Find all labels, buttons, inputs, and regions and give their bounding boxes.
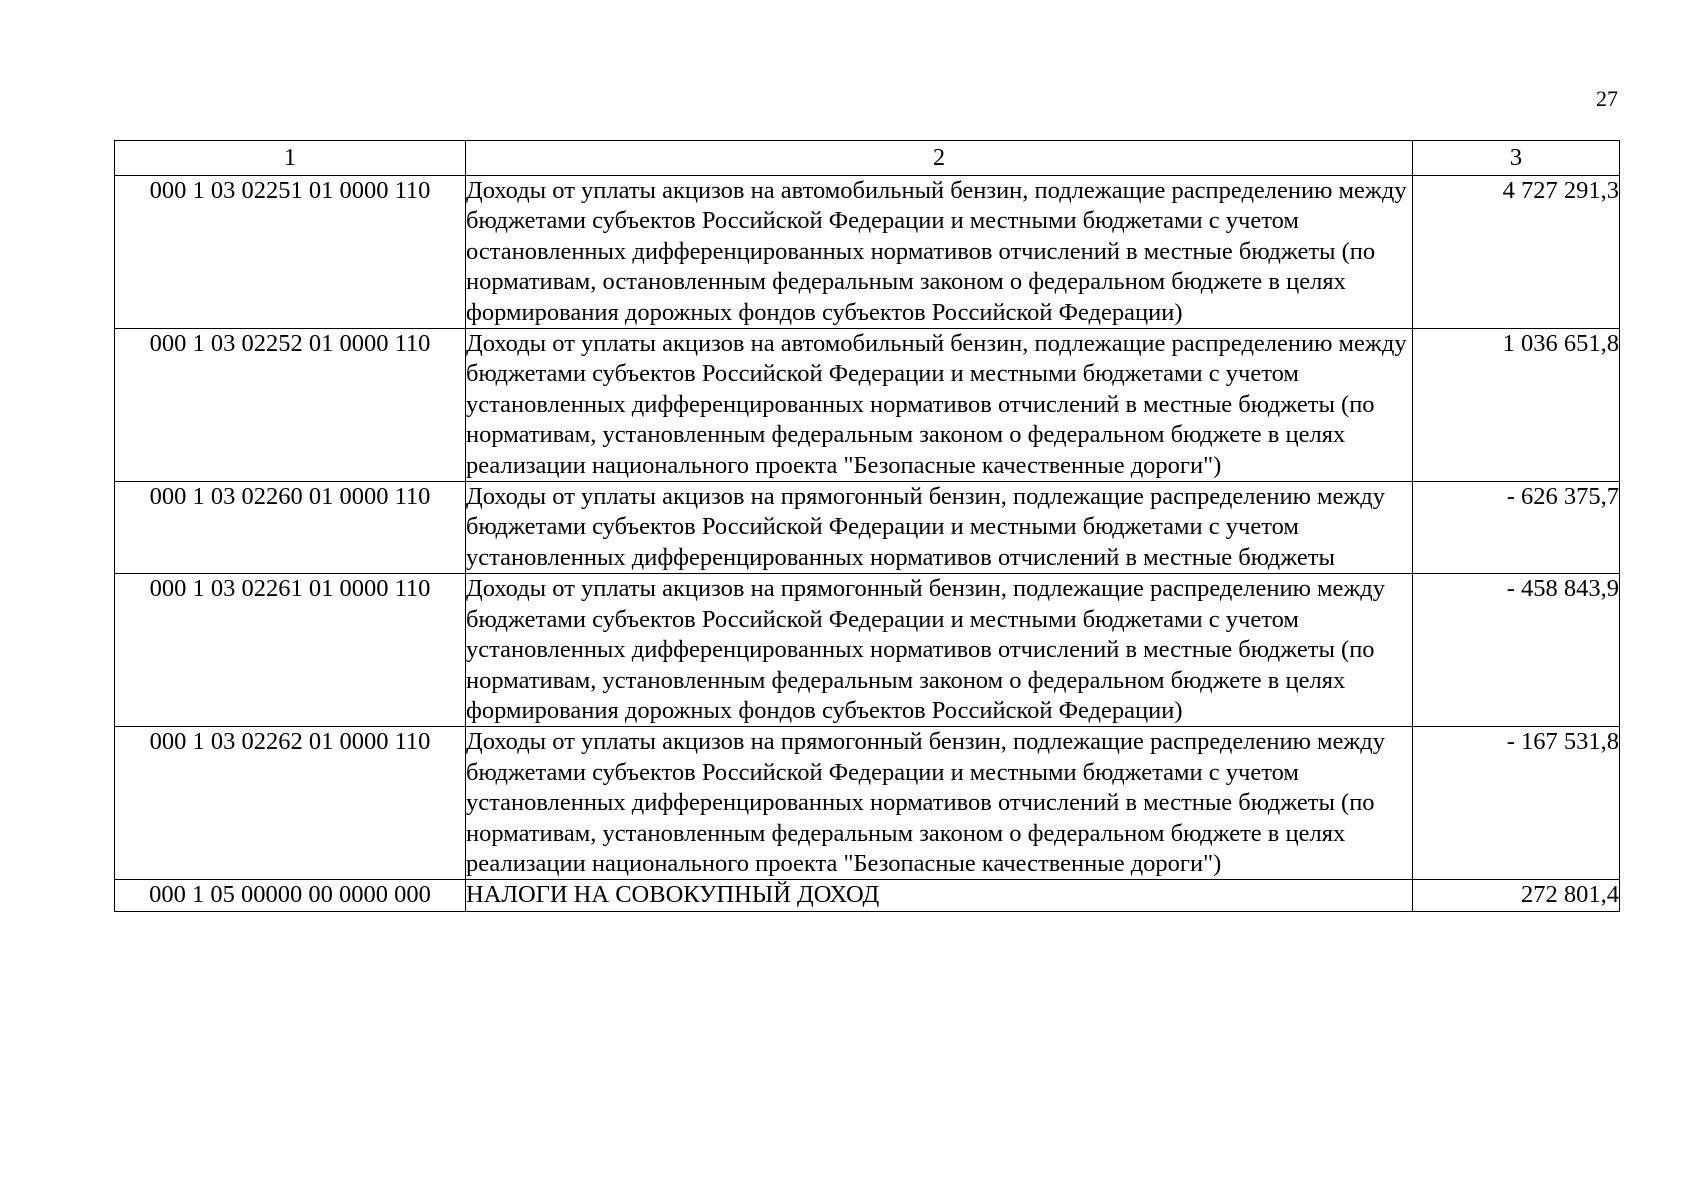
amount-cell: - 626 375,7 — [1413, 482, 1620, 574]
description-cell: Доходы от уплаты акцизов на прямогонный бензин, подлежащие распределению между бюджетами субъектов Российской Федерации и местными бюджетами с учетом установленных дифференцированных нормативов отчислений в местные бюджеты (по нормативам, установленным федеральным законом о федеральном бюджете в целях формирования дорожных фондов субъектов Российской Федерации) — [466, 574, 1413, 727]
amount-cell: - 167 531,8 — [1413, 727, 1620, 880]
budget-code-cell: 000 1 03 02260 01 0000 110 — [115, 482, 466, 574]
description-cell: НАЛОГИ НА СОВОКУПНЫЙ ДОХОД — [466, 880, 1413, 911]
budget-code-cell: 000 1 03 02252 01 0000 110 — [115, 329, 466, 482]
budget-code-cell: 000 1 03 02262 01 0000 110 — [115, 727, 466, 880]
header-row — [115, 141, 1620, 176]
column-header-description: 2 — [466, 141, 1413, 176]
amount-cell: 272 801,4 — [1413, 880, 1620, 911]
table-body — [115, 176, 1620, 912]
page-number: 27 — [1596, 86, 1618, 111]
description-cell: Доходы от уплаты акцизов на прямогонный бензин, подлежащие распределению между бюджетами субъектов Российской Федерации и местными бюджетами с учетом установленных дифференцированных нормативов отчислений в местные бюджеты (по нормативам, установленным федеральным законом о федеральном бюджете в целях реализации национального проекта "Безопасные качественные дороги") — [466, 727, 1413, 880]
budget-code-cell: 000 1 03 02251 01 0000 110 — [115, 176, 466, 329]
amount-cell: - 458 843,9 — [1413, 574, 1620, 727]
table-row — [115, 482, 1620, 574]
description-cell: Доходы от уплаты акцизов на прямогонный бензин, подлежащие распределению между бюджетами субъектов Российской Федерации и местными бюджетами с учетом установленных дифференцированных нормативов отчислений в местные бюджеты — [466, 482, 1413, 574]
description-cell: Доходы от уплаты акцизов на автомобильный бензин, подлежащие распределению между бюджетами субъектов Российской Федерации и местными бюджетами с учетом остановленных дифференцированных нормативов отчислений в местные бюджеты (по нормативам, остановленным федеральным законом о федеральном бюджете в целях формирования дорожных фондов субъектов Российской Федерации) — [466, 176, 1413, 329]
table-row — [115, 727, 1620, 880]
column-header-amount: 3 — [1413, 141, 1620, 176]
column-header-code: 1 — [115, 141, 466, 176]
description-cell: Доходы от уплаты акцизов на автомобильный бензин, подлежащие распределению между бюджетами субъектов Российской Федерации и местными бюджетами с учетом установленных дифференцированных нормативов отчислений в местные бюджеты (по нормативам, установленным федеральным законом о федеральном бюджете в целях реализации национального проекта "Безопасные качественные дороги") — [466, 329, 1413, 482]
budget-revenue-table — [114, 140, 1620, 912]
table-header — [115, 141, 1620, 176]
budget-code-cell: 000 1 03 02261 01 0000 110 — [115, 574, 466, 727]
budget-code-cell: 000 1 05 00000 00 0000 000 — [115, 880, 466, 911]
table-row — [115, 176, 1620, 329]
table-row — [115, 574, 1620, 727]
amount-cell: 4 727 291,3 — [1413, 176, 1620, 329]
amount-cell: 1 036 651,8 — [1413, 329, 1620, 482]
table-row — [115, 329, 1620, 482]
table-row — [115, 880, 1620, 911]
